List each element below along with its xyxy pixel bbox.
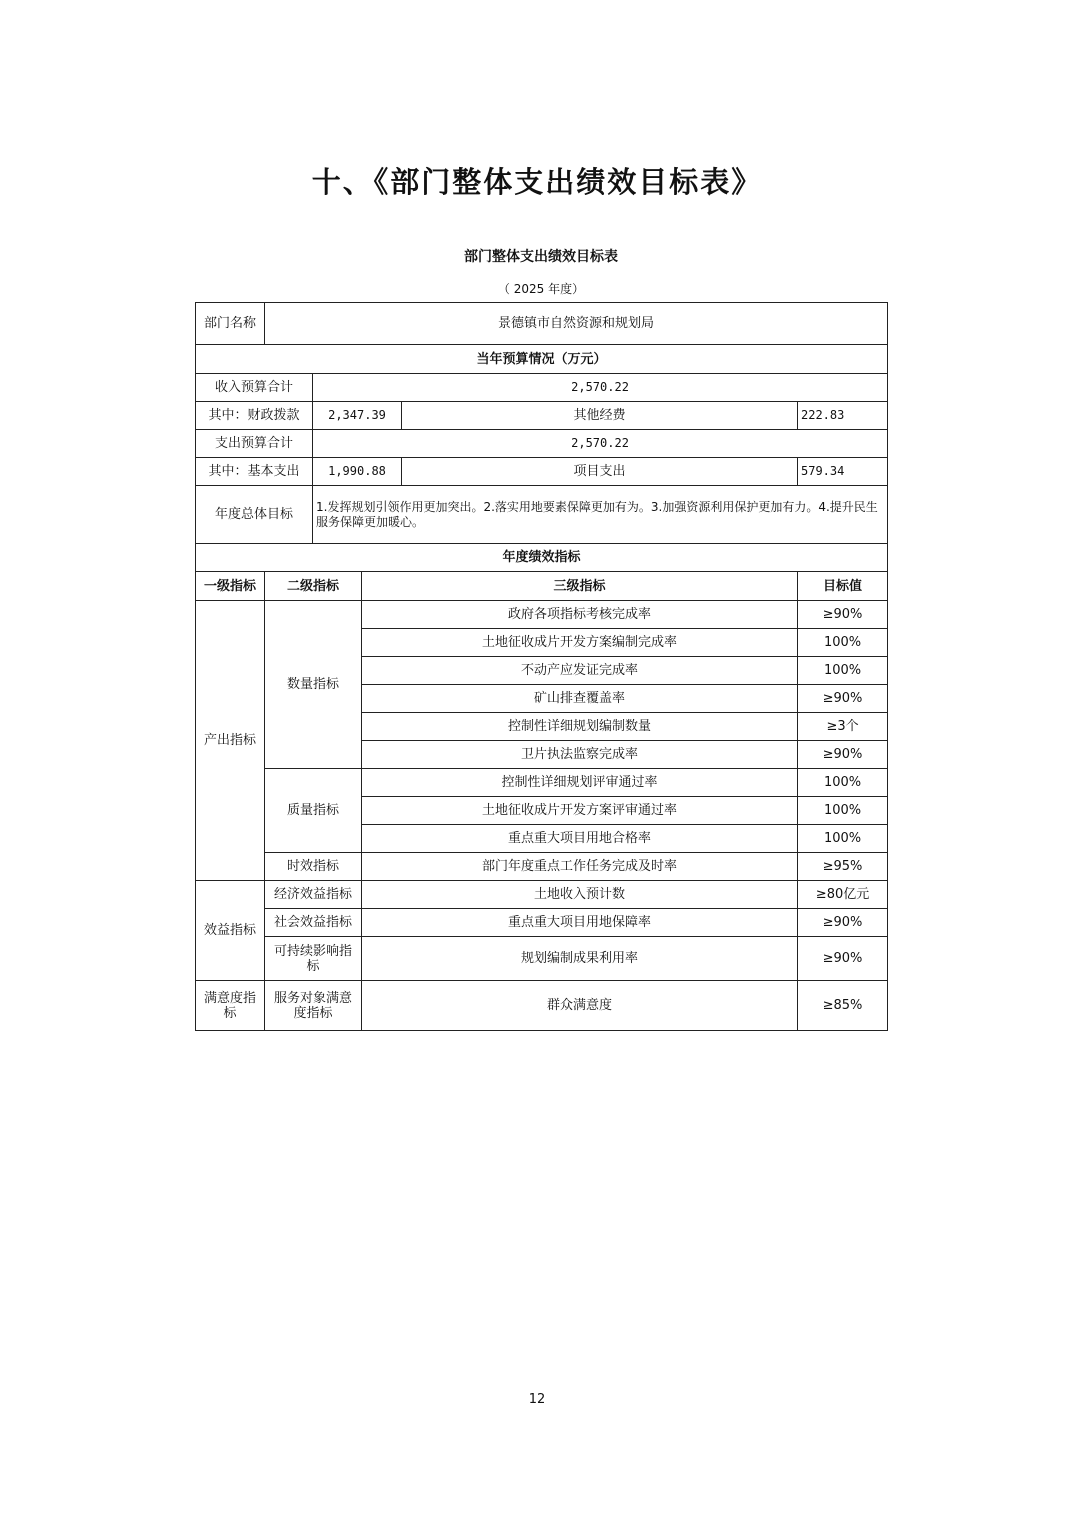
income-total-value: 2,570.22: [313, 374, 888, 402]
indicator-name: 土地收入预计数: [362, 881, 798, 909]
indicator-target: 100%: [798, 657, 888, 685]
level2-quality: 质量指标: [265, 769, 362, 853]
basic-value: 1,990.88: [313, 458, 402, 486]
indicator-name: 控制性详细规划编制数量: [362, 713, 798, 741]
basic-label: 其中：基本支出: [196, 458, 313, 486]
indicator-target: 100%: [798, 769, 888, 797]
indicator-name: 群众满意度: [362, 981, 798, 1031]
expense-total-value: 2,570.22: [313, 430, 888, 458]
indicator-name: 部门年度重点工作任务完成及时率: [362, 853, 798, 881]
indicator-name: 卫片执法监察完成率: [362, 741, 798, 769]
level1-output: 产出指标: [196, 601, 265, 881]
indicator-target: ≥90%: [798, 685, 888, 713]
indicator-target: ≥90%: [798, 937, 888, 981]
expense-total-label: 支出预算合计: [196, 430, 313, 458]
indicator-target: ≥90%: [798, 741, 888, 769]
performance-table: [195, 302, 888, 1031]
indicator-target: 100%: [798, 797, 888, 825]
level2-quantity: 数量指标: [265, 601, 362, 769]
header-target: 目标值: [798, 572, 888, 601]
indicator-name: 土地征收成片开发方案编制完成率: [362, 629, 798, 657]
other-label: 其他经费: [402, 402, 798, 430]
indicator-name: 政府各项指标考核完成率: [362, 601, 798, 629]
page-title: 十、《部门整体支出绩效目标表》: [311, 165, 763, 199]
indicator-name: 重点重大项目用地保障率: [362, 909, 798, 937]
project-value: 579.34: [798, 458, 888, 486]
header-level1: 一级指标: [196, 572, 265, 601]
goal-label: 年度总体目标: [196, 486, 313, 544]
indicator-target: ≥95%: [798, 853, 888, 881]
fiscal-label: 其中：财政拨款: [196, 402, 313, 430]
project-label: 项目支出: [402, 458, 798, 486]
indicator-target: ≥90%: [798, 909, 888, 937]
indicator-name: 重点重大项目用地合格率: [362, 825, 798, 853]
indicator-target: 100%: [798, 629, 888, 657]
header-level2: 二级指标: [265, 572, 362, 601]
indicator-name: 土地征收成片开发方案评审通过率: [362, 797, 798, 825]
level2-economic: 经济效益指标: [265, 881, 362, 909]
level2-service-satisfaction: 服务对象满意度指标: [265, 981, 362, 1031]
indicator-target: ≥85%: [798, 981, 888, 1031]
level1-satisfaction: 满意度指标: [196, 981, 265, 1031]
goal-text: 1.发挥规划引领作用更加突出。2.落实用地要素保障更加有为。3.加强资源利用保护更加有力。4.提升民生服务保障更加暖心。: [313, 486, 888, 544]
level2-sustainable: 可持续影响指标: [265, 937, 362, 981]
indicator-name: 不动产应发证完成率: [362, 657, 798, 685]
fiscal-value: 2,347.39: [313, 402, 402, 430]
level2-social: 社会效益指标: [265, 909, 362, 937]
dept-value: 景德镇市自然资源和规划局: [265, 303, 888, 345]
indicator-name: 规划编制成果利用率: [362, 937, 798, 981]
level1-benefit: 效益指标: [196, 881, 265, 981]
indicator-target: ≥90%: [798, 601, 888, 629]
other-value: 222.83: [798, 402, 888, 430]
table-year: （ 2025 年度）: [497, 282, 585, 296]
page-number: 12: [528, 1392, 546, 1407]
level2-timeliness: 时效指标: [265, 853, 362, 881]
indicator-target: ≥80亿元: [798, 881, 888, 909]
dept-label: 部门名称: [196, 303, 265, 345]
indicator-target: ≥3个: [798, 713, 888, 741]
indicator-name: 控制性详细规划评审通过率: [362, 769, 798, 797]
income-total-label: 收入预算合计: [196, 374, 313, 402]
indicators-section-title: 年度绩效指标: [196, 544, 888, 572]
indicator-target: 100%: [798, 825, 888, 853]
budget-section-title: 当年预算情况（万元）: [196, 345, 888, 374]
table-title: 部门整体支出绩效目标表: [464, 249, 618, 265]
header-level3: 三级指标: [362, 572, 798, 601]
indicator-name: 矿山排查覆盖率: [362, 685, 798, 713]
